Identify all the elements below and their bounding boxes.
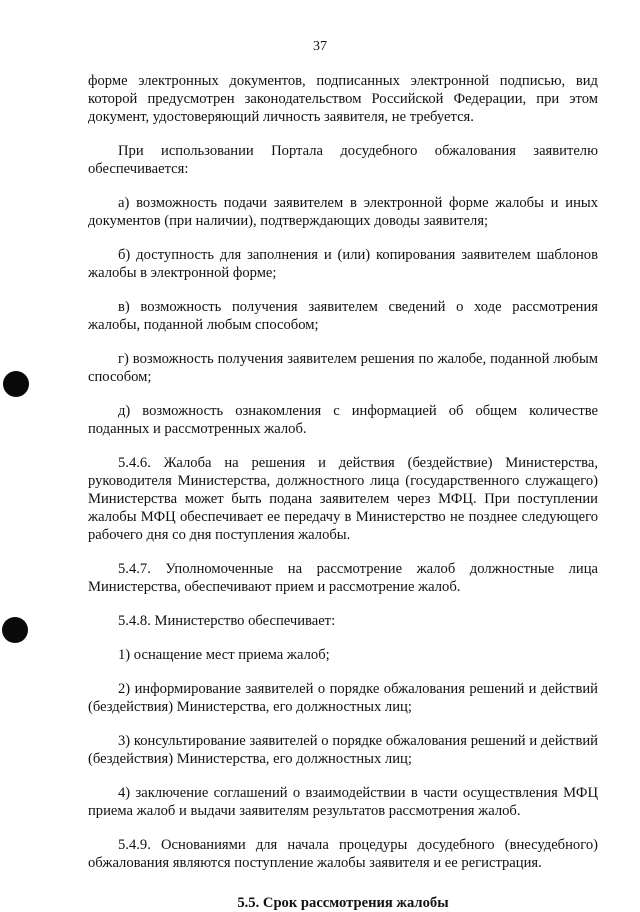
paragraph: 5.4.7. Уполномоченные на рассмотрение жалоб должностные лица Министерства, обеспечивают прием и рассмотрение жалоб. <box>88 561 598 595</box>
punch-hole-mark <box>3 371 29 397</box>
page-number: 37 <box>313 39 327 54</box>
paragraph: При использовании Портала досудебного обжалования заявителю обеспечивается: <box>88 143 598 177</box>
list-item: в) возможность получения заявителем сведений о ходе рассмотрения жалобы, поданной любым способом; <box>88 299 598 333</box>
punch-hole-mark <box>2 617 28 643</box>
paragraph: форме электронных документов, подписанных электронной подписью, вид которой предусмотрен законодательством Российской Федерации, при этом документ, удостоверяющий личность заявителя, не требуется. <box>88 73 598 125</box>
paragraph: 5.4.8. Министерство обеспечивает: <box>118 613 336 629</box>
list-item: а) возможность подачи заявителем в электронной форме жалобы и иных документов (при наличии), подтверждающих доводы заявителя; <box>88 195 598 229</box>
list-item: б) доступность для заполнения и (или) копирования заявителем шаблонов жалобы в электронной форме; <box>88 247 598 281</box>
list-item: д) возможность ознакомления с информацией об общем количестве поданных и рассмотренных жалоб. <box>88 403 598 437</box>
paragraph: 5.4.6. Жалоба на решения и действия (бездействие) Министерства, руководителя Министерства, должностного лица (государственного служащего) Министерства может быть подана заявителем через МФЦ. При поступлении жалобы МФЦ обеспечивает ее передачу в Министерство не позднее следующего рабочего дня со дня поступления жалобы. <box>88 455 598 543</box>
paragraph: 5.4.9. Основаниями для начала процедуры досудебного (внесудебного) обжалования являются поступление жалобы заявителя и ее регистрация. <box>88 837 598 871</box>
list-item: 4) заключение соглашений о взаимодействии в части осуществления МФЦ приема жалоб и выдачи заявителям результатов рассмотрения жалоб. <box>88 785 598 819</box>
section-heading: 5.5. Срок рассмотрения жалобы <box>237 895 449 911</box>
document-body <box>88 72 598 912</box>
list-item: 2) информирование заявителей о порядке обжалования решений и действий (бездействия) Министерства, его должностных лиц; <box>88 681 598 715</box>
list-item: 1) оснащение мест приема жалоб; <box>118 647 330 663</box>
list-item: 3) консультирование заявителей о порядке обжалования решений и действий (бездействия) Министерства, его должностных лиц; <box>88 733 598 767</box>
list-item: г) возможность получения заявителем решения по жалобе, поданной любым способом; <box>88 351 598 385</box>
